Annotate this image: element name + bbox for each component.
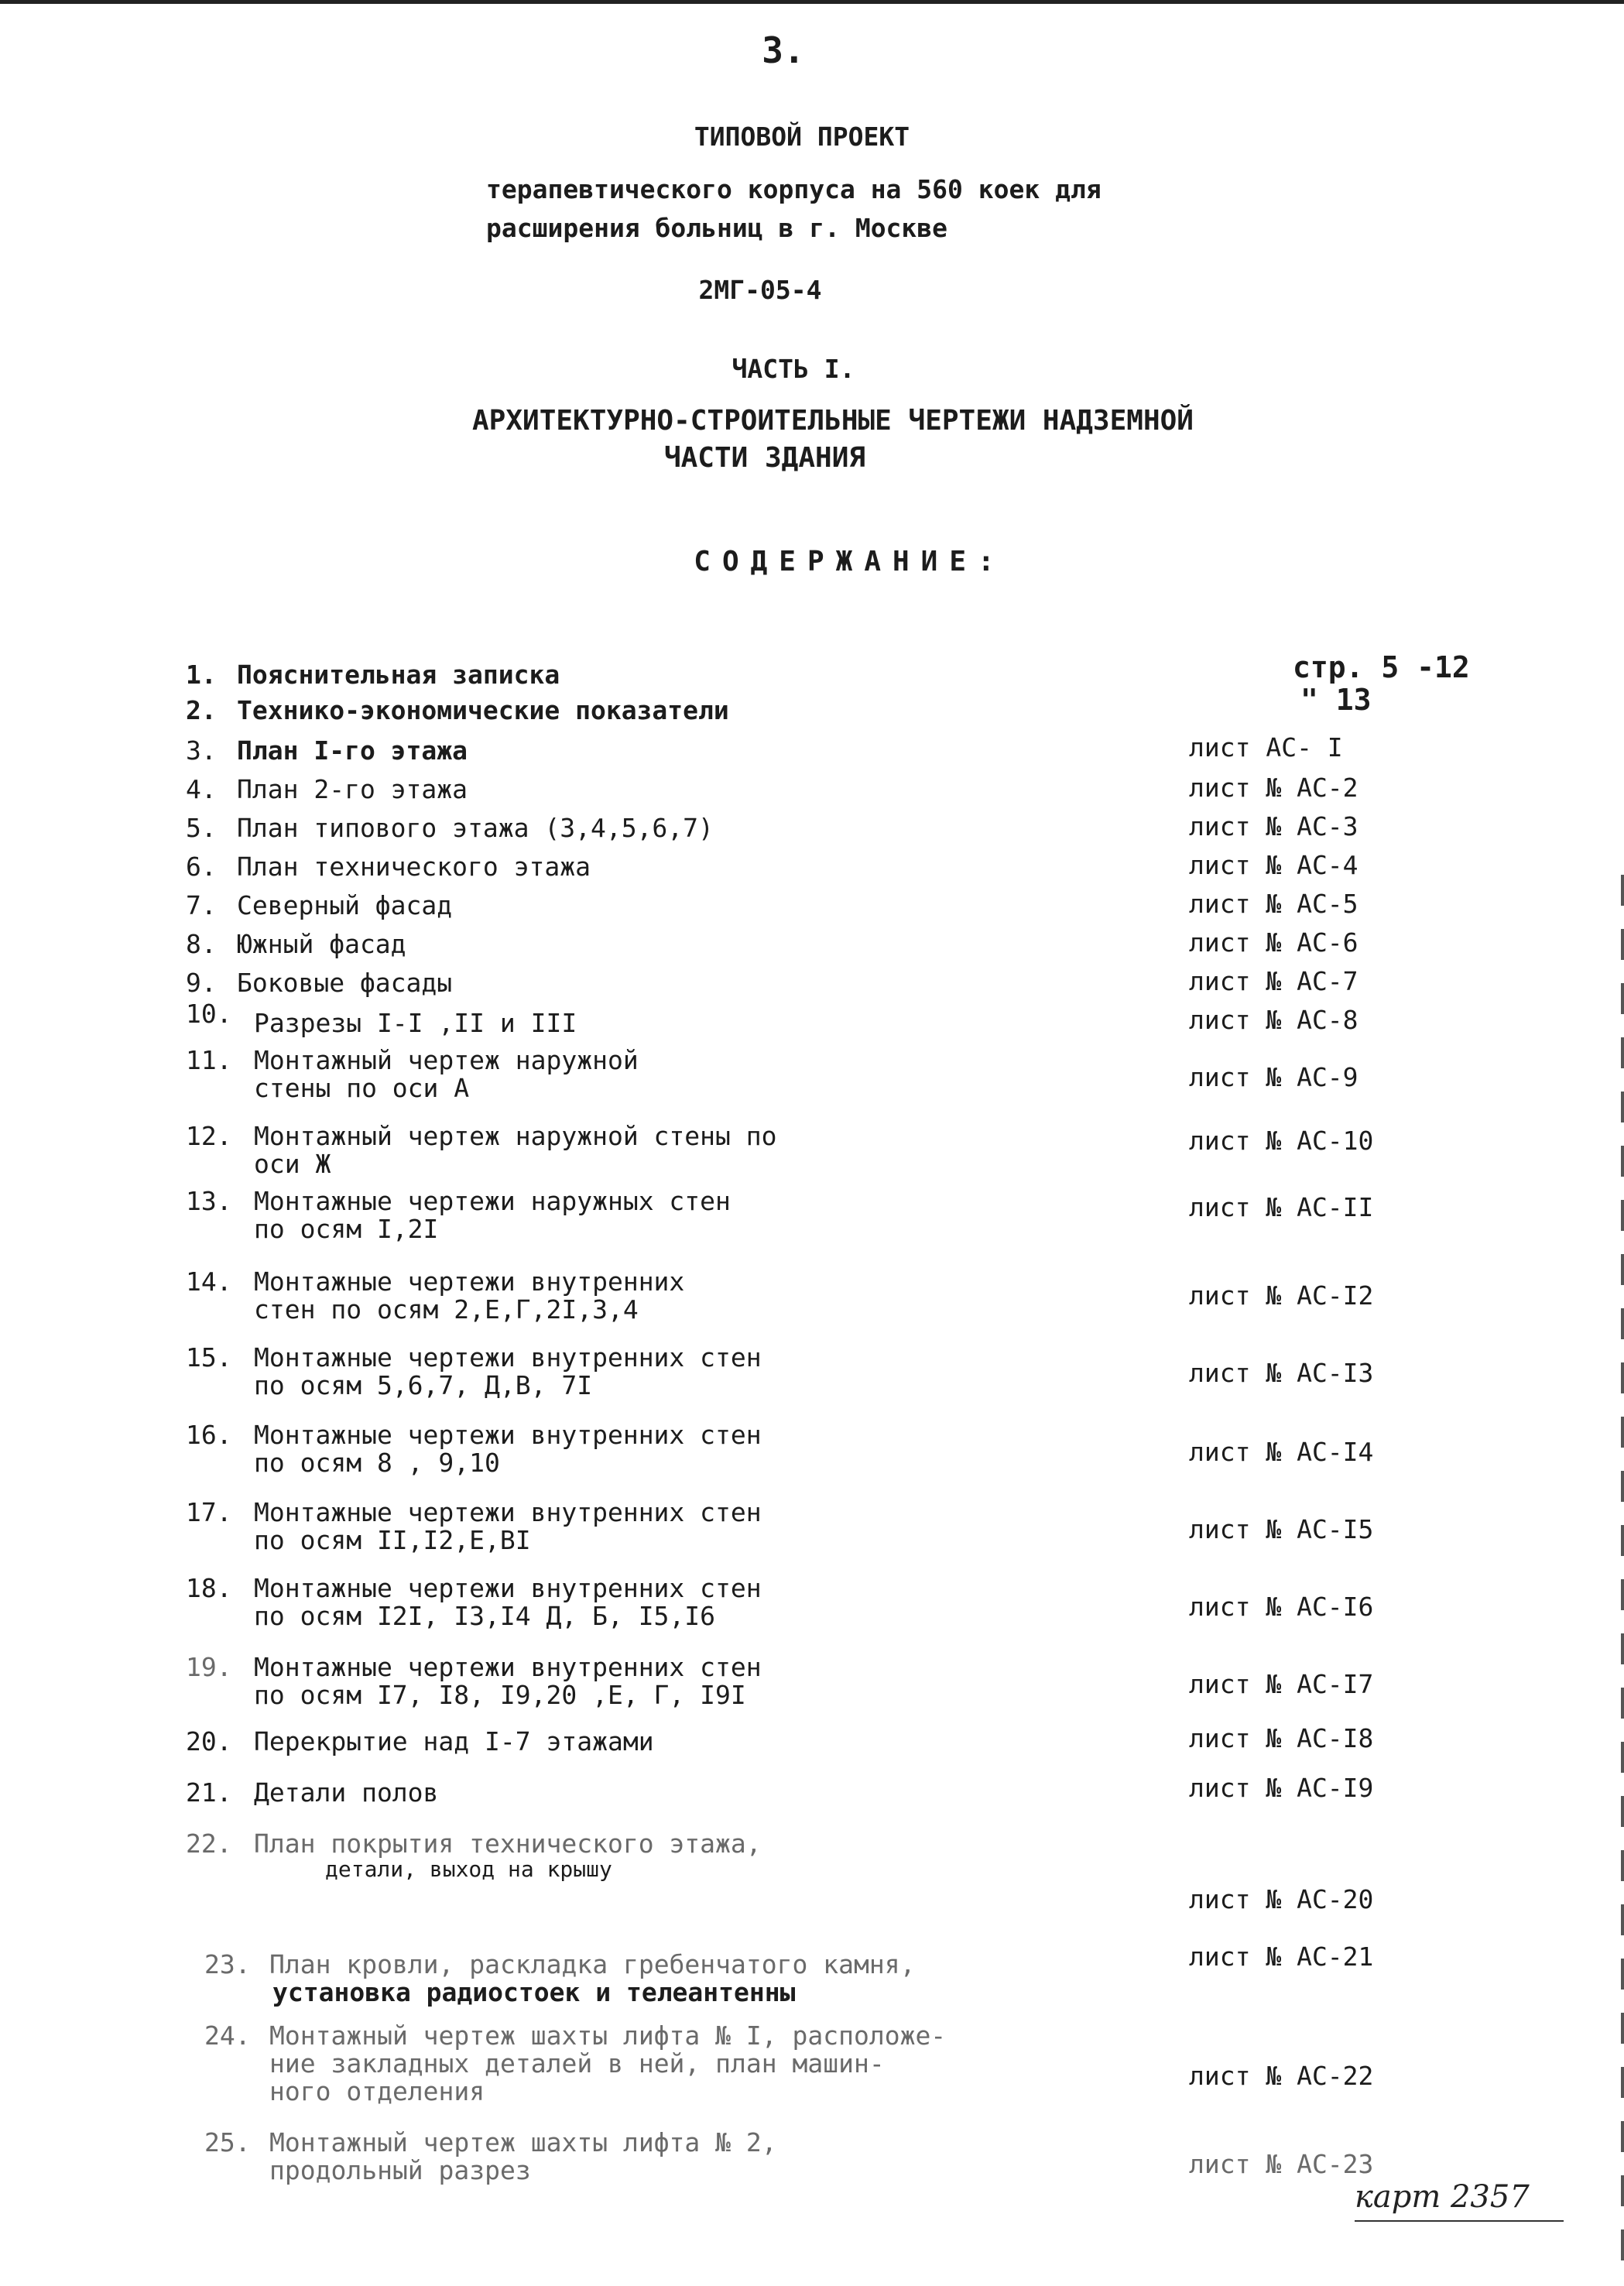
entry-sheet-ref: лист № АС-6 <box>1189 927 1358 958</box>
contents-entry-15 <box>186 1342 1471 1400</box>
entry-sheet-ref: лист № АС-9 <box>1189 1062 1358 1092</box>
entry-title-cont: по осям I2I, I3,I4 Д, Б, I5,I6 <box>254 1601 716 1631</box>
entry-sheet-ref: лист № АС-I7 <box>1189 1669 1374 1699</box>
entry-number: 1. <box>186 660 217 690</box>
entry-title: План технического этажа <box>237 852 591 882</box>
entry-title-cont: ние закладных деталей в ней, план машин- <box>269 2048 885 2079</box>
contents-entry-11 <box>186 1045 1471 1103</box>
entry-number: 23. <box>204 1949 251 1979</box>
entry-title-cont: продольный разрез <box>269 2155 531 2185</box>
entry-sheet-ref: " 13 <box>1300 683 1372 717</box>
entry-number: 17. <box>186 1497 232 1527</box>
entry-title-cont: по осям I7, I8, I9,20 ,Е, Г, I9I <box>254 1680 746 1710</box>
entry-title: Боковые фасады <box>237 968 453 998</box>
entry-sheet-ref: лист № АС-22 <box>1189 2061 1374 2091</box>
entry-title-cont: стены по оси А <box>254 1073 470 1103</box>
entry-number: 9. <box>186 968 217 998</box>
entry-title: Перекрытие над I-7 этажами <box>254 1726 654 1756</box>
contents-entry-21 <box>186 1773 1471 1824</box>
entry-title: Монтажные чертежи внутренних стен <box>254 1573 762 1603</box>
contents-entry-18 <box>186 1573 1471 1631</box>
entry-title: Монтажные чертежи внутренних стен <box>254 1497 762 1527</box>
entry-sheet-ref: лист № АС-4 <box>1189 850 1358 880</box>
contents-heading: СОДЕРЖАНИЕ: <box>694 546 1006 577</box>
contents-entry-16 <box>186 1420 1471 1478</box>
entry-sheet-ref: лист № АС-I4 <box>1189 1437 1374 1467</box>
entry-sheet-ref: лист № АС-I3 <box>1189 1358 1374 1388</box>
entry-number: 6. <box>186 852 217 882</box>
contents-entry-24 <box>186 2020 1471 2106</box>
entry-title: Монтажный чертеж наружной <box>254 1045 639 1075</box>
entry-sheet-ref: лист № АС-23 <box>1189 2149 1374 2179</box>
entry-sheet-ref: лист № АС-I6 <box>1189 1592 1374 1622</box>
entry-sheet-ref: лист № АС-II <box>1189 1192 1374 1222</box>
entry-number: 3. <box>186 735 217 766</box>
entry-sheet-ref: стр. 5 -12 <box>1293 650 1470 684</box>
project-subtitle-line2: расширения больниц в г. Москве <box>486 213 948 243</box>
archive-stamp: карт 2357 <box>1355 2179 1530 2215</box>
entry-title: Монтажные чертежи наружных стен <box>254 1186 731 1216</box>
right-edge-binding-marks <box>1621 875 1624 2268</box>
page-number: 3. <box>762 29 805 71</box>
entry-title: Монтажный чертеж шахты лифта № I, расположе- <box>269 2020 947 2051</box>
entry-title: План кровли, раскладка гребенчатого камня, <box>269 1949 916 1979</box>
stamp-underline <box>1355 2220 1564 2222</box>
contents-entry-19 <box>186 1652 1471 1710</box>
entry-number: 11. <box>186 1045 232 1075</box>
contents-entry-25 <box>186 2127 1471 2185</box>
entry-number: 21. <box>186 1777 232 1808</box>
entry-sheet-ref: лист № АС-10 <box>1189 1126 1374 1156</box>
entry-title: План покрытия технического этажа, <box>254 1828 762 1859</box>
entry-title: Монтажные чертежи внутренних <box>254 1266 685 1297</box>
entry-number: 4. <box>186 774 217 804</box>
entry-title-cont: установка радиостоек и телеантенны <box>272 1977 796 2007</box>
entry-sheet-ref: лист № АС-7 <box>1189 966 1358 996</box>
entry-number: 12. <box>186 1121 232 1151</box>
entry-title: Монтажный чертеж наружной стены по <box>254 1121 777 1151</box>
entry-sheet-ref: лист № АС-2 <box>1189 773 1358 803</box>
entry-number: 15. <box>186 1342 232 1373</box>
entry-number: 19. <box>186 1652 232 1682</box>
entry-title: План типового этажа (3,4,5,6,7) <box>237 813 714 843</box>
entry-title-cont: оси Ж <box>254 1149 331 1179</box>
entry-title: Южный фасад <box>237 929 406 959</box>
entry-sheet-ref: лист № АС-I5 <box>1189 1514 1374 1544</box>
project-code: 2МГ-05-4 <box>698 275 822 305</box>
entry-title-cont: по осям 5,6,7, Д,В, 7I <box>254 1370 593 1400</box>
entry-title-cont: по осям II,I2,Е,ВI <box>254 1525 531 1555</box>
entry-sheet-ref: лист № АС-5 <box>1189 889 1358 919</box>
contents-entry-20 <box>186 1723 1471 1773</box>
part-title-line1: АРХИТЕКТУРНО-СТРОИТЕЛЬНЫЕ ЧЕРТЕЖИ НАДЗЕМНОЙ <box>472 405 1194 437</box>
contents-entry-12 <box>186 1121 1471 1179</box>
entry-title: Детали полов <box>254 1777 439 1808</box>
entry-number: 8. <box>186 929 217 959</box>
entry-title: План I-го этажа <box>237 735 468 766</box>
contents-entry-10 <box>186 999 1471 1045</box>
entry-title: Северный фасад <box>237 890 453 920</box>
entry-sheet-ref: лист АС- I <box>1189 732 1343 763</box>
entry-title: Монтажные чертежи внутренних стен <box>254 1420 762 1450</box>
contents-entry-22 <box>186 1828 1471 1914</box>
entry-title-cont: по осям 8 , 9,10 <box>254 1448 500 1478</box>
entry-sheet-ref: лист № АС-I8 <box>1189 1723 1374 1753</box>
entry-number: 5. <box>186 813 217 843</box>
top-border-line <box>0 0 1624 4</box>
project-subtitle-line1: терапевтического корпуса на 560 коек для <box>486 174 1102 204</box>
entry-number: 24. <box>204 2020 251 2051</box>
entry-sheet-ref: лист № АС-21 <box>1189 1942 1374 1972</box>
entry-number: 7. <box>186 890 217 920</box>
entry-number: 13. <box>186 1186 232 1216</box>
entry-title: План 2-го этажа <box>237 774 468 804</box>
entry-sheet-ref: лист № АС-20 <box>1189 1884 1374 1914</box>
part-title-line2: ЧАСТИ ЗДАНИЯ <box>663 442 866 474</box>
entry-number: 14. <box>186 1266 232 1297</box>
entry-title-cont: по осям I,2I <box>254 1214 439 1244</box>
entry-number: 20. <box>186 1726 232 1756</box>
entry-title: Монтажные чертежи внутренних стен <box>254 1342 762 1373</box>
entry-sheet-ref: лист № АС-I2 <box>1189 1280 1374 1311</box>
entry-number: 25. <box>204 2127 251 2157</box>
entry-sheet-ref: лист № АС-8 <box>1189 1005 1358 1035</box>
entry-number: 10. <box>186 999 232 1029</box>
entry-title: Разрезы I-I ,II и III <box>254 1008 577 1038</box>
entry-title: Технико-экономические показатели <box>237 695 729 725</box>
contents-entry-13 <box>186 1186 1471 1244</box>
contents-entry-14 <box>186 1266 1471 1325</box>
entry-sheet-ref: лист № АС-3 <box>1189 811 1358 841</box>
entry-number: 16. <box>186 1420 232 1450</box>
entry-title-cont: стен по осям 2,Е,Г,2I,3,4 <box>254 1294 639 1325</box>
entry-title: Монтажный чертеж шахты лифта № 2, <box>269 2127 777 2157</box>
part-heading: ЧАСТЬ I. <box>731 354 855 384</box>
entry-title: Пояснительная записка <box>237 660 560 690</box>
entry-number: 2. <box>186 695 217 725</box>
entry-title-cont: детали, выход на крышу <box>325 1856 612 1882</box>
project-type-heading: ТИПОВОЙ ПРОЕКТ <box>694 122 910 152</box>
entry-sheet-ref: лист № АС-I9 <box>1189 1773 1374 1803</box>
contents-entry-23 <box>186 1942 1471 2007</box>
entry-number: 18. <box>186 1573 232 1603</box>
entry-title: Монтажные чертежи внутренних стен <box>254 1652 762 1682</box>
entry-title-cont-2: ного отделения <box>269 2076 485 2106</box>
contents-entry-17 <box>186 1497 1471 1555</box>
entry-number: 22. <box>186 1828 232 1859</box>
